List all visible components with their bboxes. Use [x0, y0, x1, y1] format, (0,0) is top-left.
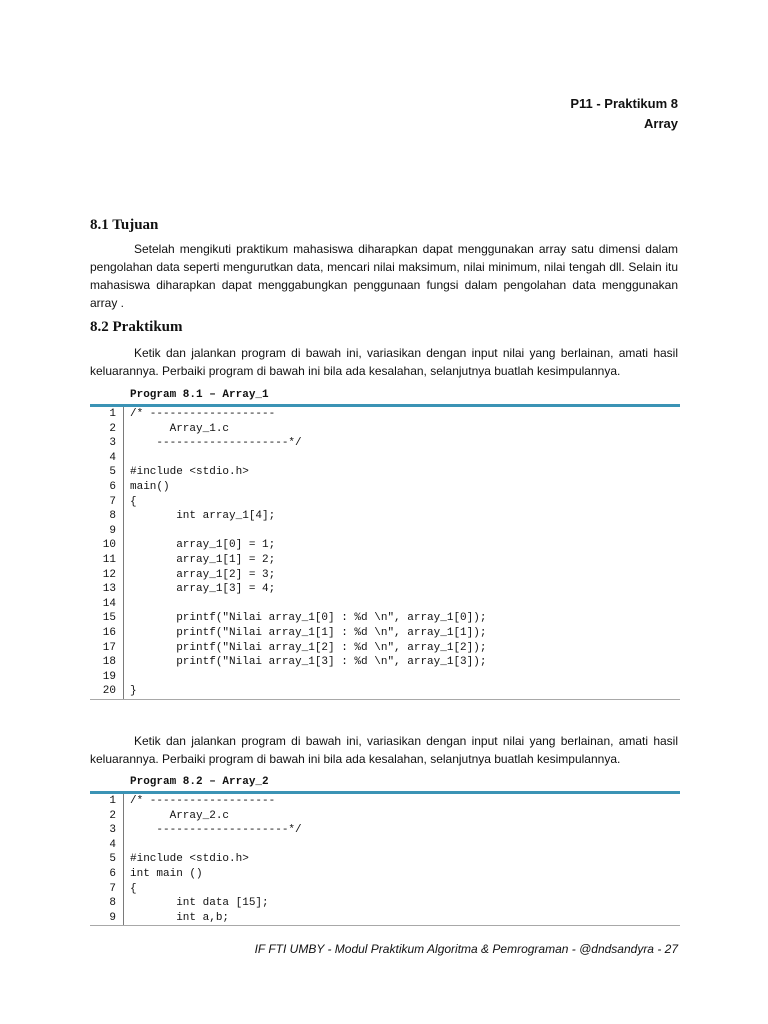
line-number: 18: [102, 656, 116, 669]
line-number: 14: [102, 597, 116, 610]
code-text: {: [130, 882, 137, 895]
line-number: 10: [102, 539, 116, 552]
page-footer: IF FTI UMBY - Modul Praktikum Algoritma & Pemrograman - @dndsandyra - 27: [254, 942, 678, 956]
gutter-divider: [123, 794, 124, 925]
line-number: 12: [102, 568, 116, 581]
gutter-divider: [123, 407, 124, 699]
header-module: P11 - Praktikum 8: [570, 96, 678, 111]
code-text: array_1[3] = 4;: [130, 583, 276, 596]
line-number: 2: [109, 809, 116, 822]
code-line: [90, 553, 680, 568]
code-text: [130, 451, 680, 466]
code-line: [90, 911, 680, 926]
code-line: [90, 582, 680, 597]
code-text: main(): [130, 480, 170, 493]
code-text: printf("Nilai array_1[0] : %d \n", array_1[0]);: [130, 612, 487, 625]
code-text: }: [130, 685, 137, 698]
code-line: [90, 509, 680, 524]
code-line: [90, 436, 680, 451]
code-line: [90, 568, 680, 583]
line-number: 8: [109, 510, 116, 523]
code-line: [90, 626, 680, 641]
code-line: [90, 451, 680, 466]
line-number: 3: [109, 437, 116, 450]
code-line: [90, 852, 680, 867]
code-line: [90, 655, 680, 670]
line-number: 11: [102, 553, 116, 566]
line-number: 8: [109, 897, 116, 910]
code-line: [90, 867, 680, 882]
code-block: [90, 407, 680, 699]
code-text: int data [15];: [130, 897, 269, 910]
line-number: 16: [102, 626, 116, 639]
code-text: printf("Nilai array_1[3] : %d \n", array_1[3]);: [130, 656, 487, 669]
line-number: 15: [102, 612, 116, 625]
line-number: 19: [102, 670, 116, 683]
line-number: 9: [109, 524, 116, 537]
code-line: [90, 597, 680, 612]
code-line: [90, 809, 680, 824]
code-text: {: [130, 495, 137, 508]
code-line: [90, 670, 680, 685]
line-number: 4: [109, 838, 116, 851]
program-listing-1: [90, 387, 680, 700]
listing-bottom-rule: [90, 925, 680, 926]
line-number: 6: [109, 867, 116, 880]
code-line: [90, 422, 680, 437]
program-title: Program 8.1 – Array_1: [130, 389, 269, 401]
line-number: 9: [109, 911, 116, 924]
code-text: #include <stdio.h>: [130, 466, 249, 479]
code-line: [90, 684, 680, 699]
code-text: #include <stdio.h>: [130, 853, 249, 866]
code-text: Array_1.c: [130, 422, 230, 435]
code-text: array_1[1] = 2;: [130, 553, 276, 566]
code-line: [90, 524, 680, 539]
line-number: 20: [102, 685, 116, 698]
code-text: int a,b;: [130, 911, 230, 924]
line-number: 13: [102, 583, 116, 596]
code-line: [90, 611, 680, 626]
code-line: [90, 641, 680, 656]
line-number: 7: [109, 495, 116, 508]
line-number: 3: [109, 824, 116, 837]
code-text: printf("Nilai array_1[2] : %d \n", array_1[2]);: [130, 641, 487, 654]
code-text: printf("Nilai array_1[1] : %d \n", array_1[1]);: [130, 626, 487, 639]
code-text: array_1[2] = 3;: [130, 568, 276, 581]
praktikum-second-paragraph: Ketik dan jalankan program di bawah ini, variasikan dengan input nilai yang berlainan, amati hasil keluarannya. Perbaiki program di bawah ini bila ada kesalahan, selanjutnya buatlah kesimpulannya.: [90, 734, 678, 766]
line-number: 4: [109, 451, 116, 464]
code-line: [90, 838, 680, 853]
code-text: [130, 597, 680, 612]
code-text: int main (): [130, 867, 203, 880]
line-number: 1: [109, 408, 116, 420]
code-line: [90, 538, 680, 553]
code-line: [90, 465, 680, 480]
line-number: 6: [109, 480, 116, 493]
listing-bottom-rule: [90, 699, 680, 700]
line-number: 2: [109, 422, 116, 435]
section-heading-tujuan: 8.1 Tujuan: [90, 217, 159, 233]
code-line: [90, 896, 680, 911]
code-line: [90, 882, 680, 897]
code-text: /* -------------------: [130, 408, 276, 420]
code-text: [130, 838, 680, 853]
code-line: [90, 823, 680, 838]
code-line: [90, 407, 680, 422]
code-line: [90, 480, 680, 495]
code-text: array_1[0] = 1;: [130, 539, 276, 552]
program-title: Program 8.2 – Array_2: [130, 776, 269, 788]
code-text: int array_1[4];: [130, 510, 276, 523]
line-number: 5: [109, 466, 116, 479]
line-number: 5: [109, 853, 116, 866]
page-header: [570, 94, 678, 134]
code-text: [130, 670, 680, 685]
code-text: --------------------*/: [130, 437, 302, 450]
section-heading-praktikum: 8.2 Praktikum: [90, 319, 183, 335]
header-topic: Array: [644, 116, 678, 131]
program-listing-2: [90, 774, 680, 926]
tujuan-paragraph: Setelah mengikuti praktikum mahasiswa diharapkan dapat menggunakan array satu dimensi dalam pengolahan data seperti mengurutkan data, mencari nilai maksimum, nilai minimum, nilai tengah dll. Selain itu mahasiswa diharapkan dapat menggabungkan penggunaan fungsi dalam pengolahan data menggunakan array .: [90, 242, 678, 310]
line-number: 7: [109, 882, 116, 895]
code-line: [90, 495, 680, 510]
line-number: 17: [102, 641, 116, 654]
code-line: [90, 794, 680, 809]
code-block: [90, 794, 680, 925]
code-text: [130, 524, 680, 539]
code-text: --------------------*/: [130, 824, 302, 837]
line-number: 1: [109, 795, 116, 807]
code-text: /* -------------------: [130, 795, 276, 807]
code-text: Array_2.c: [130, 809, 230, 822]
praktikum-intro-paragraph: Ketik dan jalankan program di bawah ini, variasikan dengan input nilai yang berlainan, amati hasil keluarannya. Perbaiki program di bawah ini bila ada kesalahan, selanjutnya buatlah kesimpulannya.: [90, 346, 678, 378]
